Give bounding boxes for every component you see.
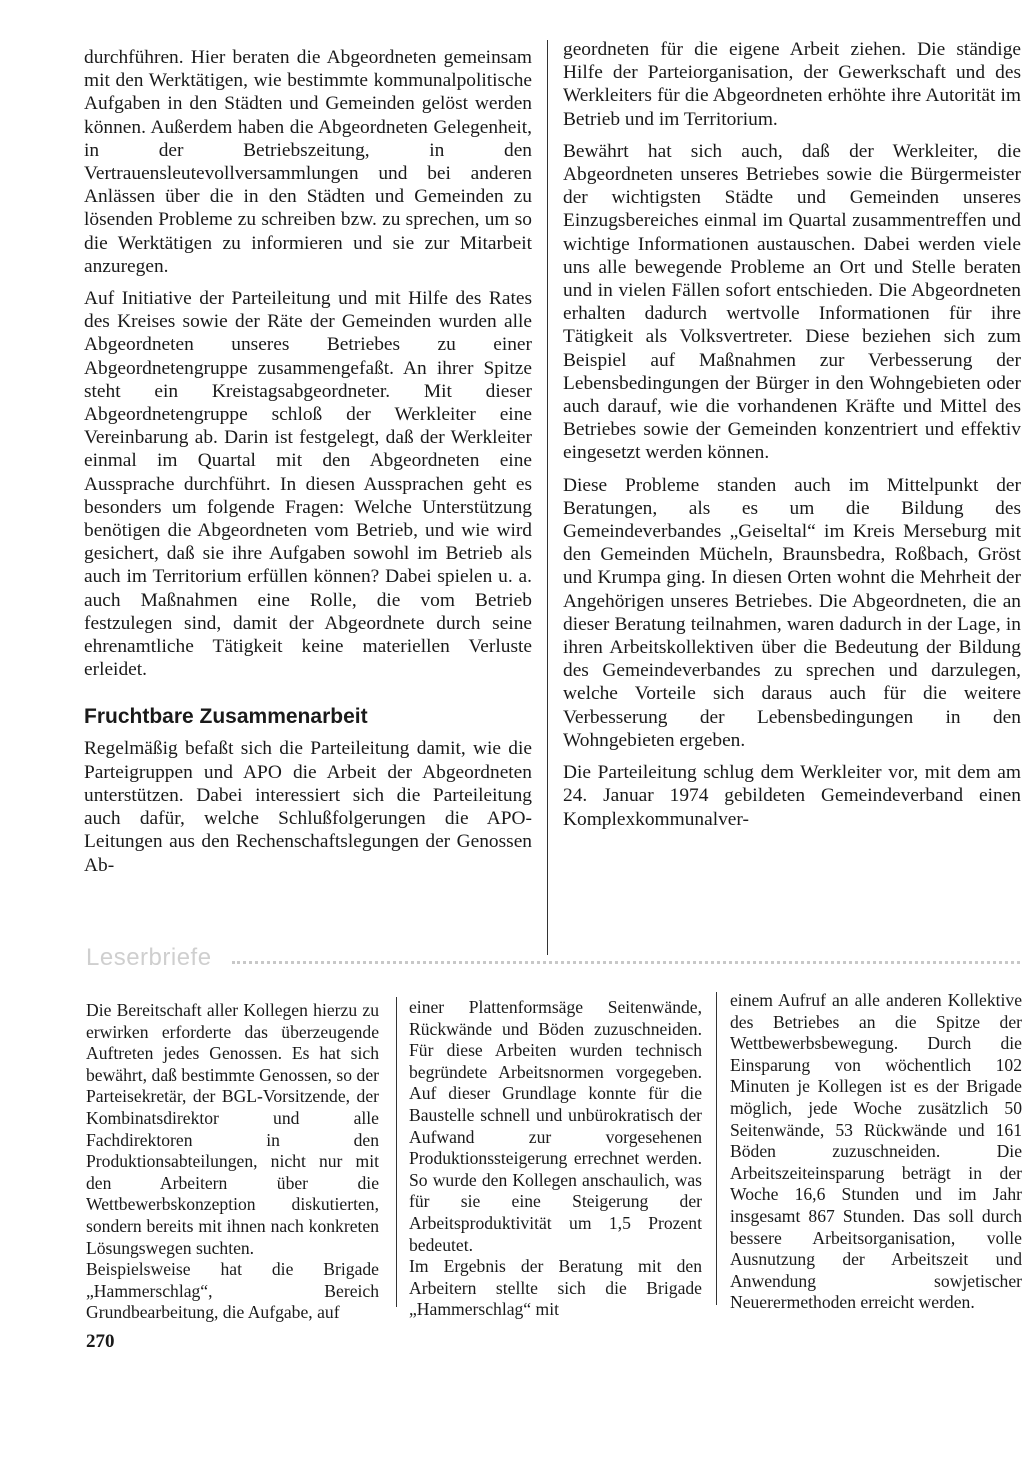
column-divider <box>547 40 548 955</box>
article-paragraph: Diese Probleme standen auch im Mittelpunkt der Beratungen, als es um die Bildung des Gemeindeverbandes „Geiseltal“ im Kreis Merseburg mit den Gemeinden Mücheln, Braunsbedra, Roßbach, Gröst und Krumpa ging. In diesen Orten wohnt die Mehrheit der Angehörigen unseres Betriebes. Die Abgeordneten, die an dieser Beratung teilnahmen, waren dadurch in der Lage, in ihren Arbeitskollektiven über die Bedeutung der Bildung des Gemeindeverbandes zu sprechen und darzulegen, welche Vorteile sich daraus auch für die weitere Verbesserung der Lebensbedingungen in den Wohngebieten ergeben. <box>563 474 1021 751</box>
section-heading: Fruchtbare Zusammenarbeit <box>84 705 368 729</box>
letter-paragraph: Die Bereitschaft aller Kollegen hierzu zu erwirken erforderte das überzeugende Auftreten jedes Genossen. Es hat sich bewährt, daß bestimmte Genossen, so der Parteisekretär, der BGL-Vorsitzende, der Kombinatsdirektor und alle Fachdirektoren in den Produktionsabteilungen, nicht nur mit den Arbeitern über die Wettbewerbskonzeption diskutierten, sondern bereits mit ihnen nach konkreten Lösungswegen suchten. <box>86 1000 379 1258</box>
article-paragraph: Die Parteileitung schlug dem Werkleiter vor, mit dem am 24. Januar 1974 gebildeten Gemeindeverband einen Komplexkommunalver- <box>563 762 1021 830</box>
article-column-left <box>84 46 532 886</box>
column-divider <box>396 997 397 1307</box>
article-paragraph: Bewährt hat sich auch, daß der Werkleiter, die Abgeordneten unseres Betriebes sowie die Bürgermeister der wichtigsten Städte und Gemeinden unseres Einzugsbereiches einmal im Quartal zusammentreffen und wichtige Informationen austauschen. Dabei werden viele uns alle bewegende Probleme an Ort und Stelle beraten und in vielen Fällen sofort entschieden. Die Abgeordneten erhalten dadurch wertvolle Informationen für ihre Tätigkeit als Volksvertreter. Diese beziehen sich zum Beispiel auf Maßnahmen zur Verbesserung der Lebensbedingungen der Bürger in den Wohngebieten oder auch darauf, wie die vorhandenen Kräfte und Mittel des Betriebes sowie der Gemeinden konzentriert und effektiv eingesetzt werden können. <box>563 140 1021 464</box>
article-paragraph: Regelmäßig befaßt sich die Parteileitung damit, wie die Parteigruppen und APO die Arbeit der Abgeordneten unterstützen. Dabei interessiert sich die Parteileitung auch dafür, welche Schlußfolgerungen die APO-Leitungen aus den Rechenschaftslegungen der Genossen Ab- <box>84 738 532 876</box>
section-label-leserbriefe: Leserbriefe <box>86 944 212 971</box>
article-paragraph: durchführen. Hier beraten die Abgeordneten gemeinsam mit den Werktätigen, wie bestimmte kommunalpolitische Aufgaben in den Städten und Gemeinden gelöst werden können. Außerdem haben die Abgeordneten Gelegenheit, in der Betriebszeitung, in den Vertrauensleutevollversammlungen und bei anderen Anlässen über die in den Städten und Gemeinden zu lösenden Probleme zu schreiben bzw. zu sprechen, um so die Werktätigen zu informieren und sie zur Mitarbeit anzuregen. <box>84 47 532 277</box>
letter-paragraph: einer Plattenformsäge Seitenwände, Rückwände und Böden zuzuschneiden. Für diese Arbeiten wurden technisch begründete Arbeitsnormen vorgegeben. Auf dieser Grundlage konnte für die Baustelle schnell und unbürokratisch der Aufwand zur vorgesehenen Produktionssteigerung errechnet werden. So wurde den Kollegen anschaulich, was für sie eine Steigerung der Arbeitsproduktivität um 1,5 Prozent bedeutet. <box>409 997 702 1255</box>
letter-column-1 <box>86 1000 379 1324</box>
column-divider <box>716 992 717 1305</box>
letter-paragraph: Beispielsweise hat die Brigade „Hammerschlag“, Bereich Grundbearbeitung, die Aufgabe, auf <box>86 1259 379 1323</box>
letter-column-2 <box>409 997 702 1321</box>
article-paragraph: geordneten für die eigene Arbeit ziehen. Die ständige Hilfe der Parteiorganisation, der Gewerkschaft und des Werkleiters für die Abgeordneten erhöhte ihre Autorität im Betrieb und im Territorium. <box>563 39 1021 130</box>
letter-paragraph: Im Ergebnis der Beratung mit den Arbeitern stellte sich die Brigade „Hammerschlag“ mit <box>409 1256 702 1320</box>
article-column-right <box>563 38 1021 840</box>
section-divider <box>232 961 1020 964</box>
page-number: 270 <box>86 1331 115 1352</box>
letter-column-3 <box>730 990 1022 1314</box>
article-paragraph: Auf Initiative der Parteileitung und mit Hilfe des Rates des Kreises sowie der Räte der Gemeinden wurden alle Abgeordneten unseres Betriebes zu einer Abgeordnetengruppe zusammengefaßt. An ihrer Spitze steht ein Kreistagsabgeordneter. Mit dieser Abgeordnetengruppe schloß der Werkleiter eine Vereinbarung ab. Darin ist festgelegt, daß der Werkleiter einmal im Quartal mit den Abgeordneten eine Aussprache durchführt. In diesen Aussprachen geht es besonders um folgende Fragen: Welche Unterstützung benötigen die Abgeordneten vom Betrieb, und wie wird gesichert, daß sie ihre Aufgaben sowohl im Betrieb als auch im Territorium erfüllen können? Dabei spielen u. a. auch Maßnahmen eine Rolle, die vom Betrieb festzulegen sind, damit der Abgeordnete durch seine ehrenamtliche Tätigkeit keine materiellen Verluste erleidet. <box>84 288 532 681</box>
letter-paragraph: einem Aufruf an alle anderen Kollektive des Betriebes an die Spitze der Wettbewerbsbewegung. Durch die Einsparung von wöchentlich 102 Minuten je Kollegen ist es der Brigade möglich, jede Woche zusätzlich 50 Seitenwände, 53 Rückwände und 161 Böden zuzuschneiden. Die Arbeitszeiteinsparung beträgt in der Woche 16,6 Stunden und im Jahr insgesamt 867 Stunden. Das soll durch bessere Arbeitsorganisation, volle Ausnutzung der Arbeitszeit und Anwendung sowjetischer Neuerermethoden erreicht werden. <box>730 990 1022 1313</box>
